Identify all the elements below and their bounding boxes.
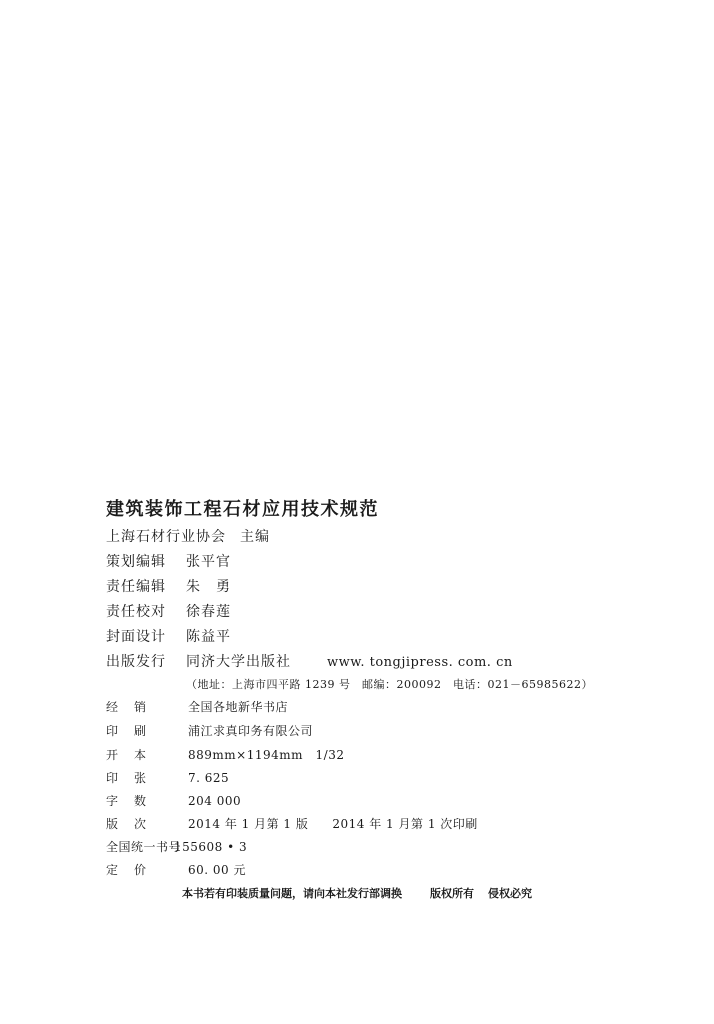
credit-row <box>106 627 231 647</box>
spec-label-char: 版 <box>106 817 119 831</box>
spec-row <box>106 815 478 833</box>
spec-label-char: 刷 <box>134 724 147 738</box>
credit-value: 陈益平 <box>186 629 231 645</box>
credit-value: 徐春莲 <box>186 604 231 620</box>
editor-role: 主编 <box>240 529 270 545</box>
credit-label: 出版发行 <box>106 654 166 670</box>
credit-value: 张平官 <box>186 554 231 570</box>
price-row <box>106 861 246 879</box>
spec-value: 浦江求真印务有限公司 <box>188 724 314 738</box>
publisher-url: www. tongjipress. com. cn <box>327 655 513 670</box>
notice-text: 本书若有印装质量问题，请向本社发行部调换 <box>182 887 402 900</box>
spec-label-char: 销 <box>134 700 147 714</box>
spec-row <box>106 769 229 787</box>
rights-reserved: 版权所有 <box>430 887 474 900</box>
isbn-row <box>106 838 247 856</box>
spec-label-char: 本 <box>134 748 147 762</box>
publisher-name: 同济大学出版社 <box>186 654 291 670</box>
spec-value: 889mm×1194mm 1/32 <box>188 748 345 762</box>
spec-value: 全国各地新华书店 <box>188 700 289 714</box>
printing-value: 2014 年 1 月第 1 次印刷 <box>332 817 478 831</box>
spec-label-char: 数 <box>134 794 147 808</box>
spec-row <box>106 792 241 810</box>
spec-row <box>106 746 344 764</box>
spec-label-char: 字 <box>106 794 119 808</box>
publisher-address: （地址：上海市四平路 1239 号 邮编：200092 电话：021－65985622） <box>186 678 593 691</box>
spec-label-char: 定 <box>106 863 119 877</box>
credit-label: 封面设计 <box>106 629 166 645</box>
credit-value: 朱 勇 <box>186 579 231 595</box>
edition-value: 2014 年 1 月第 1 版 <box>188 817 309 831</box>
credit-row <box>106 552 231 572</box>
book-title: 建筑装饰工程石材应用技术规范 <box>106 499 379 520</box>
spec-value: 7. 625 <box>188 771 230 785</box>
quality-notice <box>0 885 714 903</box>
price-value: 60. 00 元 <box>188 863 246 877</box>
isbn-value: 155608 • 3 <box>174 840 248 854</box>
spec-value: 204 000 <box>188 794 242 808</box>
spec-label-char: 印 <box>106 771 119 785</box>
spec-label-char: 开 <box>106 748 119 762</box>
spec-label-char: 价 <box>134 863 147 877</box>
spec-label-char: 经 <box>106 700 119 714</box>
credit-row <box>106 577 231 597</box>
spec-row <box>106 722 313 740</box>
spec-label-char: 张 <box>134 771 147 785</box>
isbn-label: 全国统一书号 <box>106 840 182 854</box>
publisher-row <box>106 652 513 673</box>
editor-line <box>106 527 270 547</box>
spec-row <box>106 698 288 716</box>
piracy-warning: 侵权必究 <box>488 887 532 900</box>
spec-label-char: 印 <box>106 724 119 738</box>
editor-org: 上海石材行业协会 <box>106 529 226 545</box>
credit-row <box>106 602 231 622</box>
spec-label-char: 次 <box>134 817 147 831</box>
credit-label: 策划编辑 <box>106 554 166 570</box>
credit-label: 责任校对 <box>106 604 166 620</box>
credit-label: 责任编辑 <box>106 579 166 595</box>
